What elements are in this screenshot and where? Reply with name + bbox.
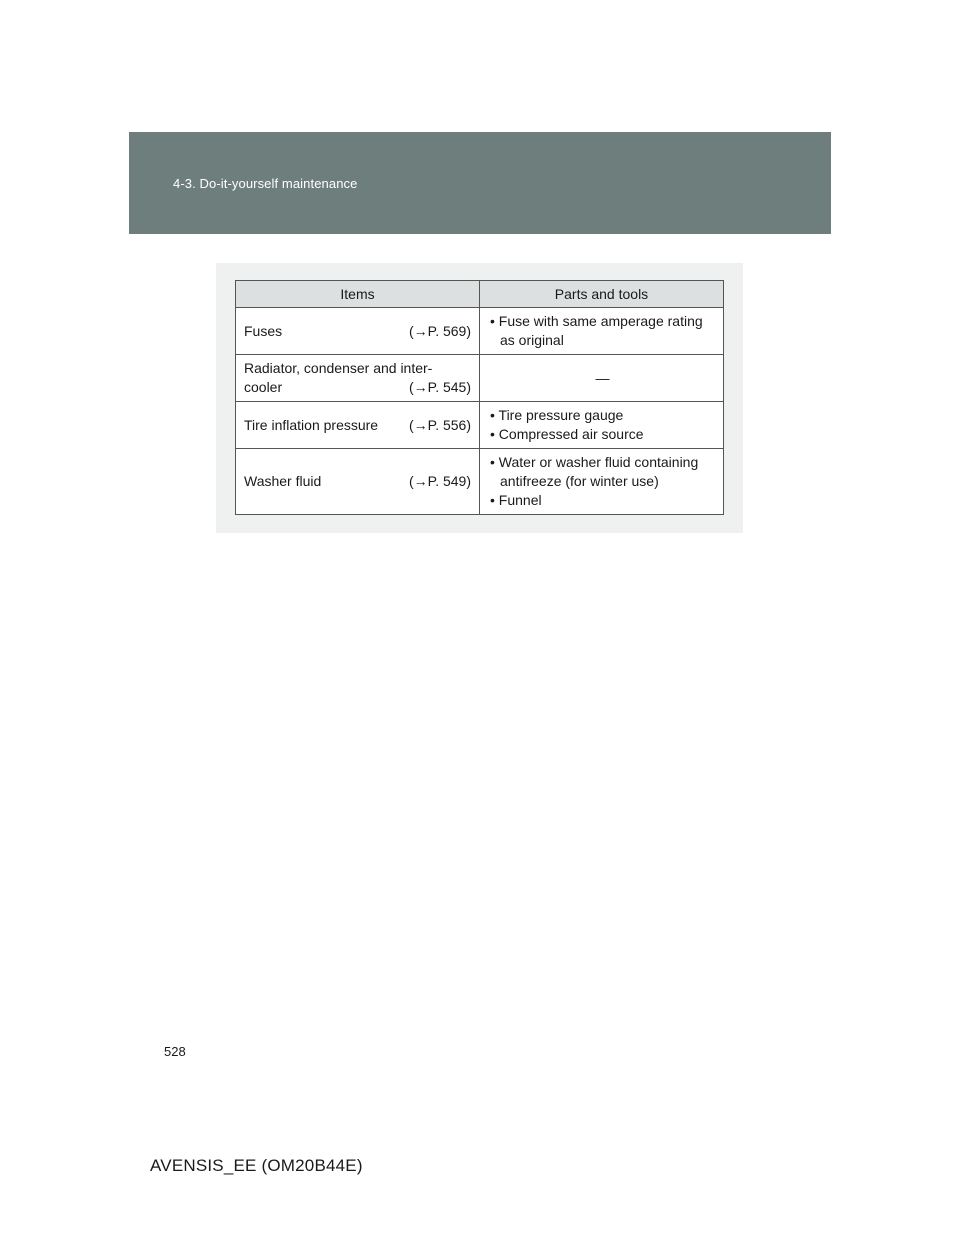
page-reference: (→P. 556) [409, 416, 471, 433]
table-row [236, 449, 724, 515]
tool-bullet: • Fuse with same amperage rating as original [490, 313, 703, 348]
item-cell [236, 449, 480, 515]
tools-cell [480, 308, 724, 355]
tool-bullet: • Compressed air source [490, 426, 644, 442]
item-name-line: Radiator, condenser and inter- [244, 360, 433, 376]
table-panel [216, 263, 743, 533]
tools-cell [480, 449, 724, 515]
column-header-parts-and-tools: Parts and tools [480, 281, 724, 308]
item-name: Washer fluid [244, 473, 322, 489]
item-name: Tire inflation pressure [244, 416, 379, 433]
item-cell [236, 355, 480, 402]
tool-bullet: • Tire pressure gauge [490, 407, 624, 423]
page-reference: (→P. 569) [409, 322, 471, 339]
table-row [236, 308, 724, 355]
column-header-items: Items [236, 281, 480, 308]
tools-cell-empty: — [480, 355, 724, 402]
item-cell [236, 402, 480, 449]
tool-bullet: • Water or washer fluid containing antifreeze (for winter use) [490, 454, 699, 489]
page-reference: (→P. 549) [409, 473, 471, 489]
item-name-line: cooler [244, 379, 283, 395]
table-row [236, 355, 724, 402]
tool-bullet: • Funnel [490, 492, 542, 508]
page-reference: (→P. 545) [409, 379, 471, 395]
table-header-row [236, 281, 724, 308]
tools-cell [480, 402, 724, 449]
table-row [236, 402, 724, 449]
page-number: 528 [164, 1044, 186, 1059]
item-name: Fuses [244, 322, 283, 339]
item-cell [236, 308, 480, 355]
section-title: 4-3. Do-it-yourself maintenance [173, 176, 358, 191]
section-header-band [129, 132, 831, 234]
footer-document-code: AVENSIS_EE (OM20B44E) [150, 1156, 363, 1175]
parts-and-tools-table [235, 280, 724, 515]
